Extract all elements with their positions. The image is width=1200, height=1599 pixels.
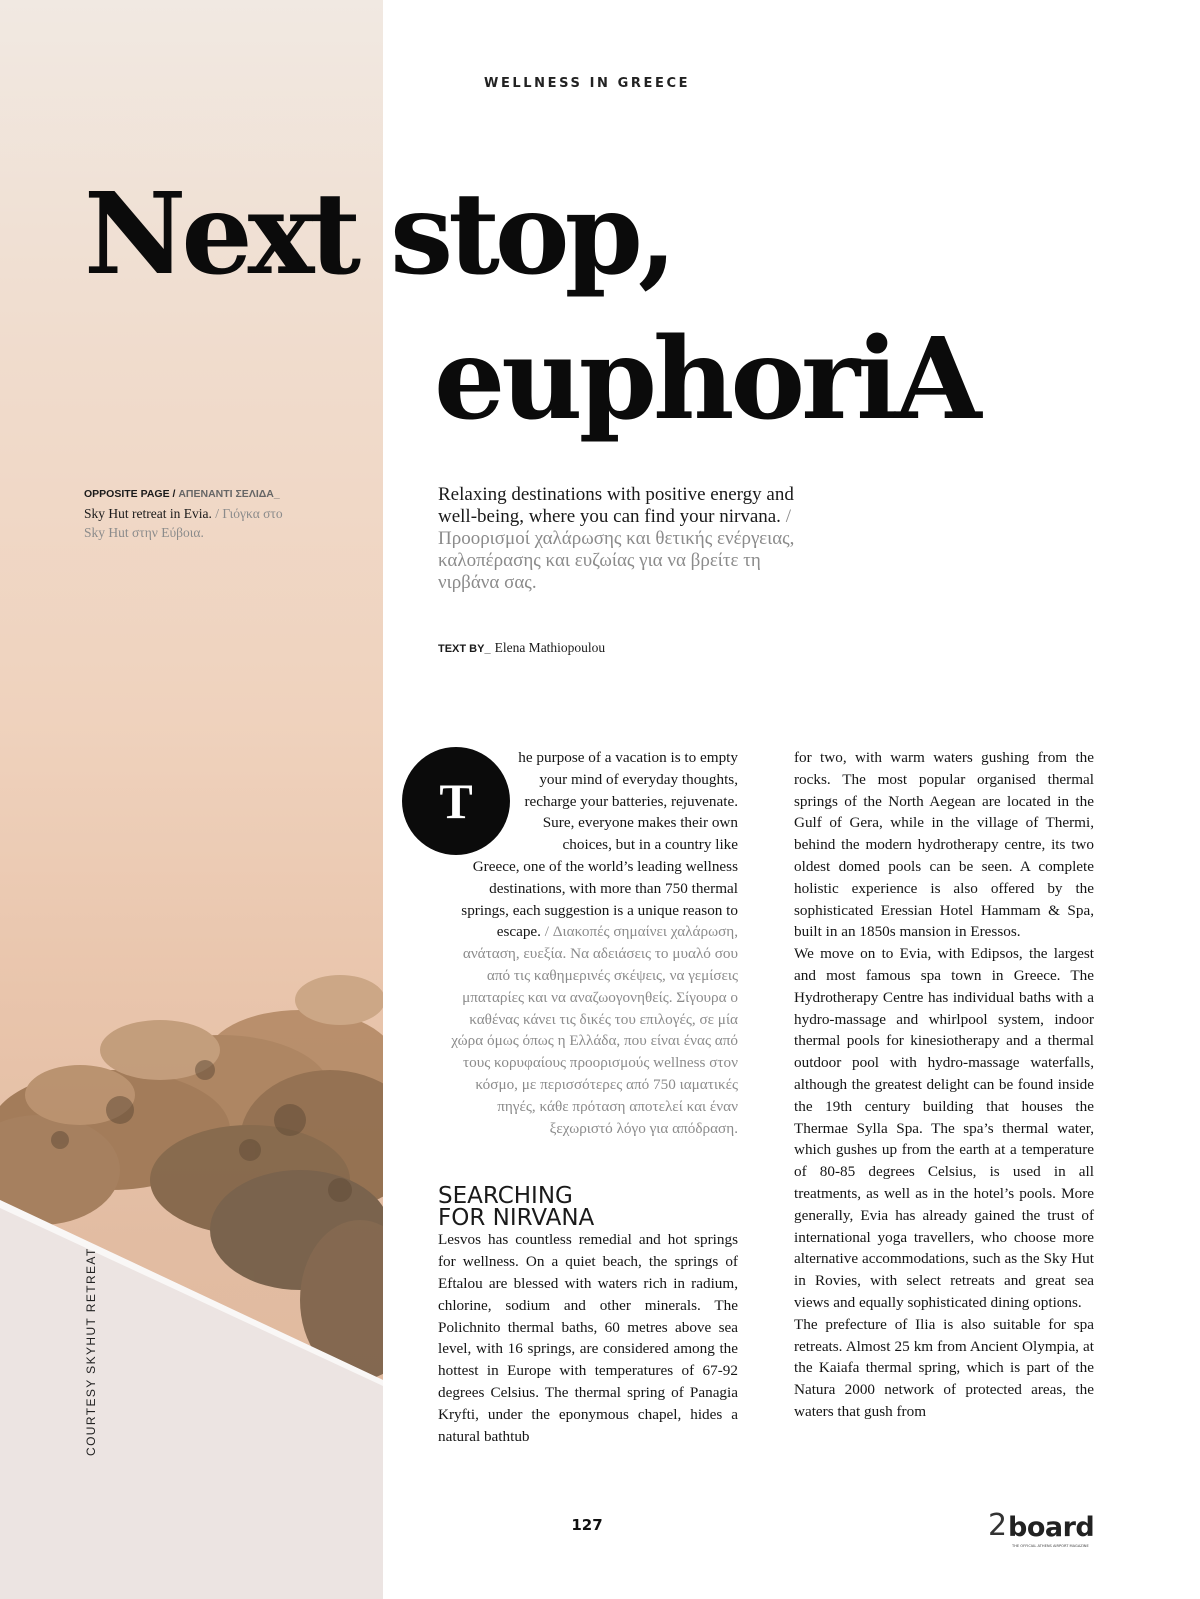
standfirst-english: Relaxing destinations with positive energy and well-being, where you can find your nirvana. [438, 484, 794, 527]
headline-line-2: euphoriA [434, 314, 978, 445]
logo-tagline: THE OFFICIAL ATHENS AIRPORT MAGAZINE [1012, 1544, 1089, 1548]
caption-label-greek: ΑΠΕΝΑΝΤΙ ΣΕΛΙΔΑ_ [178, 488, 280, 500]
magazine-logo [988, 1508, 1098, 1548]
caption-text [84, 504, 304, 542]
body-column-2 [794, 747, 1094, 1423]
logo-two: 2 [988, 1508, 1008, 1543]
subheading-line-2: FOR NIRVANA [438, 1205, 595, 1232]
section-label: WELLNESS IN GREECE [484, 76, 691, 91]
body-column-1 [438, 747, 738, 1447]
intro-english: he purpose of a vacation is to empty your mind of everyday thoughts, recharge your batteries, rejuvenate. Sure, everyone makes their own choices, but in a country like Greece, one of the world’s leading wellness destinations, with more than 750 thermal springs, each suggestion is a unique reason to escape. [461, 749, 738, 941]
subheading-line-1: SEARCHING [438, 1183, 573, 1210]
caption-text-greek: / Γιόγκα στο Sky Hut στην Εύβοια. [84, 506, 283, 540]
lesvos-paragraph: Lesvos has countless remedial and hot springs for wellness. On a quiet beach, the springs of Eftalou are blessed with waters rich in radium, chlorine, sodium and other minerals. The Polichnito thermal baths, 60 metres above sea level, with 16 springs, are considered among the hottest in Europe with temperatures of 67-92 degrees Celsius. The thermal spring of Panagia Kryfti, under the eponymous chapel, hides a natural bathtub [438, 1231, 738, 1445]
logo-word: board [1008, 1512, 1095, 1543]
evia-paragraph: We move on to Evia, with Edipsos, the largest and most famous spa town in Greece. The Hydrotherapy Centre has individual baths with a hydro-massage and whirlpool system, indoor thermal pools for kinesiotherapy and a thermal outdoor pool with hydro-massage waterfalls, although the greatest delight can be found inside the 19th century building that houses the Thermae Sylla Spa. The spa’s thermal water, which gushes up from the earth at a temperature of 80-85 degrees Celsius, is used in all treatments, as well as in the hotel’s pools. More generally, Evia has already gained the trust of international yoga travellers, who choose more alternative accommodations, such as the Sky Hut in Rovies, with select retreats and great sea views and equally sophisticated dining options. [794, 945, 1094, 1311]
photo-caption [84, 488, 304, 542]
byline [438, 640, 738, 656]
headline-line-1: Next stop, [84, 169, 672, 300]
photo-credit [84, 1247, 98, 1470]
intro-greek: / Διακοπές σημαίνει χαλάρωση, ανάταση, ευεξία. Να αδειάσεις το μυαλό σου από τις καθημερινές σκέψεις, να γεμίσεις μπαταρίες και να αναζωογονηθείς. Σίγουρα ο καθένας κάνει τις δικές του επιλογές, σε μία χώρα όμως όπως η Ελλάδα, που είναι ένας από τους κορυφαίους προορισμούς wellness στον κόσμο, με περισσότερες από 750 ιαματικές πηγές, κάθε πρόταση αποτελεί και έναν ξεχωριστό λόγο για απόδραση. [451, 923, 738, 1137]
drop-cap: T [402, 747, 510, 855]
photo-credit-text: COURTESY SKYHUT RETREAT [84, 1247, 98, 1456]
subheading [438, 1183, 738, 1232]
caption-label [84, 488, 304, 500]
north-aegean-paragraph: for two, with warm waters gushing from the rocks. The most popular organised thermal springs of the North Aegean are located in the Gulf of Gera, while in the village of Thermi, behind the modern hydrotherapy centre, its two oldest domed pools can be seen. A complete holistic experience is also offered by the sophisticated Eressian Hotel Hammam & Spa, built in an 1850s mansion in Eressos. [794, 749, 1094, 941]
byline-author: Elena Mathiopoulou [494, 640, 606, 655]
byline-label: TEXT BY_ [438, 643, 491, 655]
caption-label-english: OPPOSITE PAGE / [84, 488, 176, 500]
ilia-paragraph: The prefecture of Ilia is also suitable for spa retreats. Almost 25 km from Ancient Olympia, at the Kaiafa thermal spring, which is part of the Natura 2000 network of protected areas, the waters that gush from [794, 1315, 1094, 1420]
standfirst-greek: / Προορισμοί χαλάρωσης και θετικής ενέργειας, καλοπέρασης και ευζωίας για να βρείτε τη νιρβάνα σας. [438, 506, 795, 593]
standfirst [438, 484, 818, 594]
caption-text-english: Sky Hut retreat in Evia. [84, 506, 212, 521]
page-number: 127 [571, 1516, 603, 1534]
